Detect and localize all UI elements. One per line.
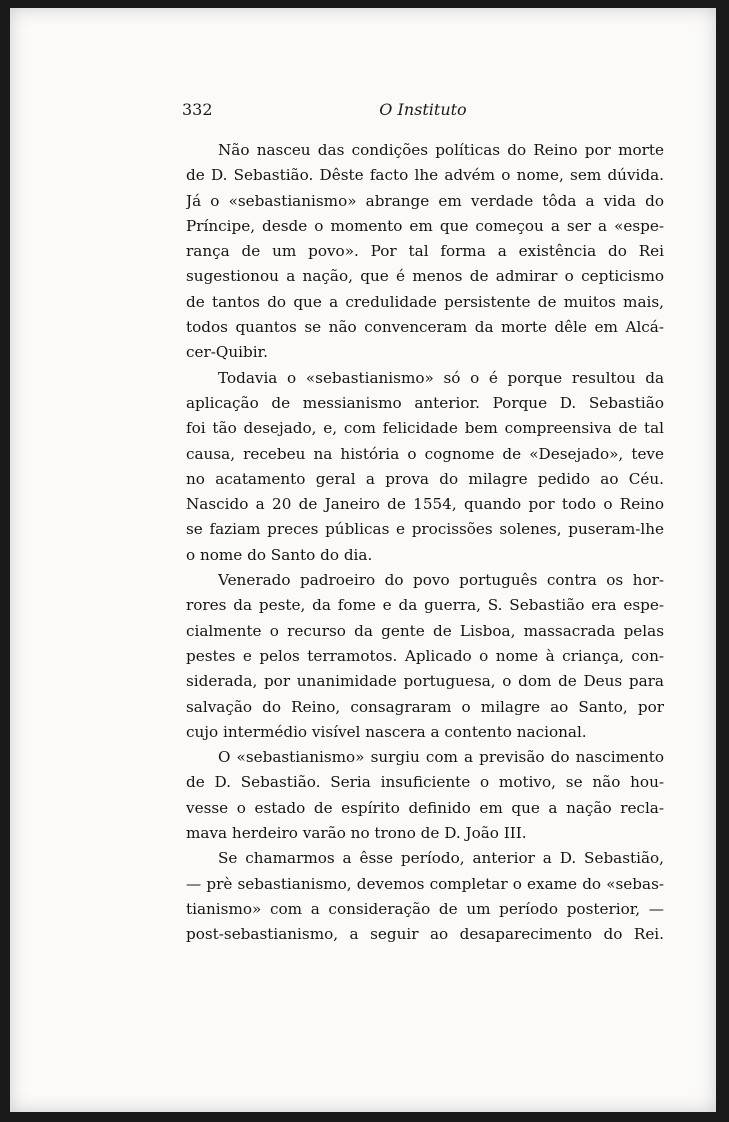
- body-text: [186, 138, 664, 948]
- text-line: O «sebastianismo» surgiu com a previsão do nascimento: [218, 748, 664, 767]
- text-line: Venerado padroeiro do povo português contra os hor-: [218, 571, 664, 590]
- text-line: Não nasceu das condições políticas do Reino por morte: [218, 141, 664, 159]
- page-header: [182, 100, 664, 122]
- text-line: aplicação de messianismo anterior. Porque D. Sebastião: [186, 393, 664, 412]
- text-line: foi tão desejado, e, com felicidade bem compreensiva de tal: [186, 419, 664, 438]
- text-line: tianismo» com a consideração de um período posterior, —: [186, 899, 664, 918]
- text-line: salvação do Reino, consagraram o milagre ao Santo, por: [186, 697, 664, 716]
- book-page: [10, 8, 716, 1112]
- text-line: cer-Quibir.: [186, 343, 268, 362]
- text-line: Se chamarmos a êsse período, anterior a D. Sebastião,: [218, 849, 664, 868]
- text-line: de D. Sebastião. Seria insuficiente o motivo, se não hou-: [186, 773, 664, 792]
- text-line: todos quantos se não convenceram da morte dêle em Alcá-: [186, 318, 664, 337]
- text-line: cujo intermédio visível nascera a contento nacional.: [186, 722, 587, 741]
- text-line: causa, recebeu na história o cognome de «Desejado», teve: [186, 444, 664, 463]
- text-line: siderada, por unanimidade portuguesa, o dom de Deus para: [186, 672, 664, 691]
- text-line: no acatamento geral a prova do milagre pedido ao Céu.: [186, 469, 664, 488]
- text-line: sugestionou a nação, que é menos de admirar o cepticismo: [186, 267, 664, 286]
- text-line: Nascido a 20 de Janeiro de 1554, quando por todo o Reino: [186, 495, 664, 514]
- text-line: o nome do Santo do dia.: [186, 545, 373, 564]
- text-line: rores da peste, da fome e da guerra, S. Sebastião era espe-: [186, 596, 664, 615]
- text-line: — prè sebastianismo, devemos completar o exame do «sebas-: [186, 874, 664, 893]
- page-number: 332: [182, 100, 213, 119]
- text-line: de tantos do que a credulidade persistente de muitos mais,: [186, 292, 664, 311]
- text-line: rança de um povo». Por tal forma a existência do Rei: [186, 242, 664, 261]
- text-line: Todavia o «sebastianismo» só o é porque resultou da: [218, 368, 664, 387]
- text-line: Já o «sebastianismo» abrange em verdade tôda a vida do: [186, 191, 664, 210]
- text-line: Príncipe, desde o momento em que começou a ser a «espe-: [186, 216, 664, 235]
- running-title: O Instituto: [379, 100, 467, 119]
- text-line: pestes e pelos terramotos. Aplicado o nome à criança, con-: [186, 646, 664, 665]
- text-line: se faziam preces públicas e procissões solenes, puseram-lhe: [186, 520, 664, 539]
- text-line: mava herdeiro varão no trono de D. João III.: [186, 824, 527, 843]
- text-line: cialmente o recurso da gente de Lisboa, massacrada pelas: [186, 621, 664, 640]
- text-line: post-sebastianismo, a seguir ao desaparecimento do Rei.: [186, 925, 664, 944]
- text-line: de D. Sebastião. Dêste facto lhe advém o nome, sem dúvida.: [186, 166, 664, 185]
- text-line: vesse o estado de espírito definido em que a nação recla-: [186, 798, 664, 817]
